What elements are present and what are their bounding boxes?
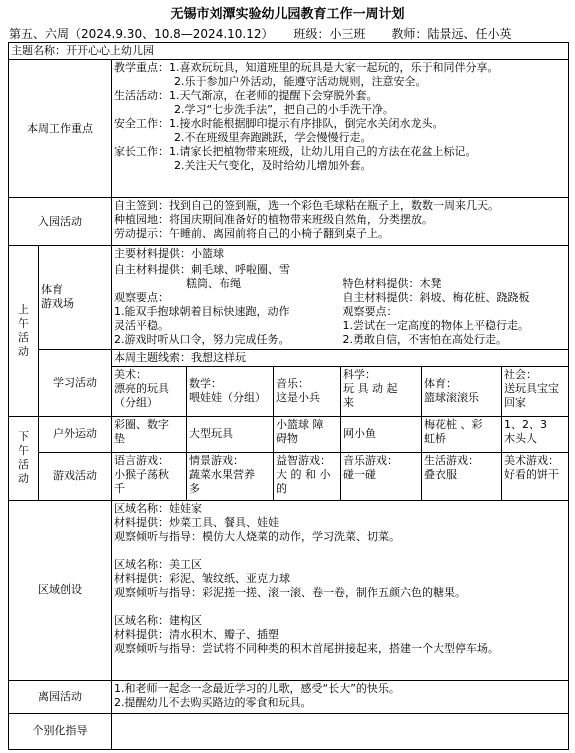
outdoor-cell-2: 大型玩具	[187, 416, 274, 452]
areas-content: 区域名称：娃娃家 材料提供：炒菜工具、餐具、娃娃 观察倾听与指导：模仿大人烧菜的动作，学习洗菜、切菜。 区域名称：美工区 材料提供：彩泥、皱纹纸、亚克力球 观察倾听与指导：彩泥搓一搓、滚一滚、卷一卷，制作五颜六色的糖果。 区域名称：建构区 材料提供：清水积木、瓣子、插塑 观察倾听与指导：尝试将不同种类的积木首尾拼接起来，搭建一个大型停车场。	[112, 500, 569, 680]
game-cell-6: 美术游戏： 好看的饼干	[502, 452, 569, 500]
weekly-focus-label: 本周工作重点	[9, 60, 112, 198]
learning-pe: 体育： 篮球滚滚乐	[422, 366, 502, 416]
games-label: 游戏活动	[39, 452, 112, 500]
game-cell-4: 音乐游戏： 碰一碰	[341, 452, 422, 500]
learning-math: 数学： 喂娃娃（分组）	[187, 366, 274, 416]
sports-main-material: 主要材料提供：小篮球	[112, 246, 569, 263]
header-meta	[9, 25, 512, 42]
teacher-names: 教师：陆景远、任小英	[391, 27, 512, 41]
sports-label: 体育 游戏场	[39, 246, 112, 350]
areas-label: 区域创设	[9, 500, 112, 680]
game-cell-2: 情景游戏： 蔬菜水果营养 多	[187, 452, 274, 500]
game-cell-1: 语言游戏： 小猴子荡秋 千	[112, 452, 187, 500]
leaving-label: 离园活动	[9, 680, 112, 713]
learning-music: 音乐： 这是小兵	[274, 366, 341, 416]
sports-right-block: 特色材料提供：木凳 自主材料提供：斜坡、梅花桩、跷跷板 观察要点： 1.尝试在一定高度的物体上平稳行走。 2.勇敢自信，不害怕在高处行走。	[341, 262, 569, 349]
morning-label: 上 午 活 动	[9, 246, 39, 417]
learning-art: 美术： 漂亮的玩具 （分组）	[112, 366, 187, 416]
outdoor-cell-6: 1、2、3 木头人	[502, 416, 569, 452]
learning-theme-line: 本周主题线索：我想这样玩	[112, 349, 569, 366]
arrival-content: 自主签到：找到自己的签到瓶，选一个彩色毛球粘在瓶子上，数数一周来几天。 种植园地：将国庆期间准备好的植物带来班级自然角，分类摆放。 劳动提示：午睡前、离园前将自己的小椅子翻到桌子上。	[112, 198, 569, 246]
learning-social: 社会： 送玩具宝宝 回家	[502, 366, 569, 416]
learning-label: 学习活动	[39, 349, 112, 416]
plan-table	[8, 42, 569, 750]
game-cell-3: 益智游戏： 大 的 和 小 的	[274, 452, 341, 500]
arrival-label: 入园活动	[9, 198, 112, 246]
weekly-focus-content: 教学重点：1.喜欢玩玩具，知道班里的玩具是大家一起玩的，乐于和同伴分享。 2.乐于参加户外活动，能遵守活动规则，注意安全。 生活活动：1.天气渐凉，在老师的提醒下会穿脱外套。 2.学习“七步洗手法”，把自己的小手洗干净。 安全工作：1.接水时能根据脚印提示有序排队，倒完水关闭水龙头。 2.不在班级里奔跑跳跃，学会慢慢行走。 家长工作：1.请家长把植物带来班级，让幼儿用自己的方法在花盆上标记。 2.关注天气变化，及时给幼儿增加外套。	[112, 60, 569, 198]
game-cell-5: 生活游戏： 叠衣服	[422, 452, 502, 500]
outdoor-label: 户外运动	[39, 416, 112, 452]
individual-label: 个别化指导	[9, 713, 112, 749]
afternoon-label: 下 午 活 动	[9, 416, 39, 500]
outdoor-cell-4: 网小鱼	[341, 416, 422, 452]
sports-left-block: 自主材料提供：刺毛球、呼啦圈、雪 糕筒、布绳 观察要点： 1.能双手抱球朝着目标快速跑，动作 灵活平稳。 2.游戏时听从口令，努力完成任务。	[112, 262, 341, 349]
theme-name: 主题名称：开开心心上幼儿园	[9, 43, 569, 60]
individual-content	[112, 713, 569, 749]
week-range: 第五、六周（2024.9.30、10.8—2024.10.12）	[9, 27, 274, 41]
outdoor-cell-1: 彩圈、数字 垫	[112, 416, 187, 452]
leaving-content: 1.和老师一起念一念最近学习的儿歌，感受“长大”的快乐。 2.提醒幼儿不去购买路边的零食和玩具。	[112, 680, 569, 713]
class-name: 班级：小三班	[293, 27, 366, 41]
outdoor-cell-3: 小篮球 障 碍物	[274, 416, 341, 452]
outdoor-cell-5: 梅花桩 、彩 虹桥	[422, 416, 502, 452]
learning-science: 科学： 玩 具 动 起 来	[341, 366, 422, 416]
page-title: 无锡市刘潭实验幼儿园教育工作一周计划	[170, 7, 405, 22]
